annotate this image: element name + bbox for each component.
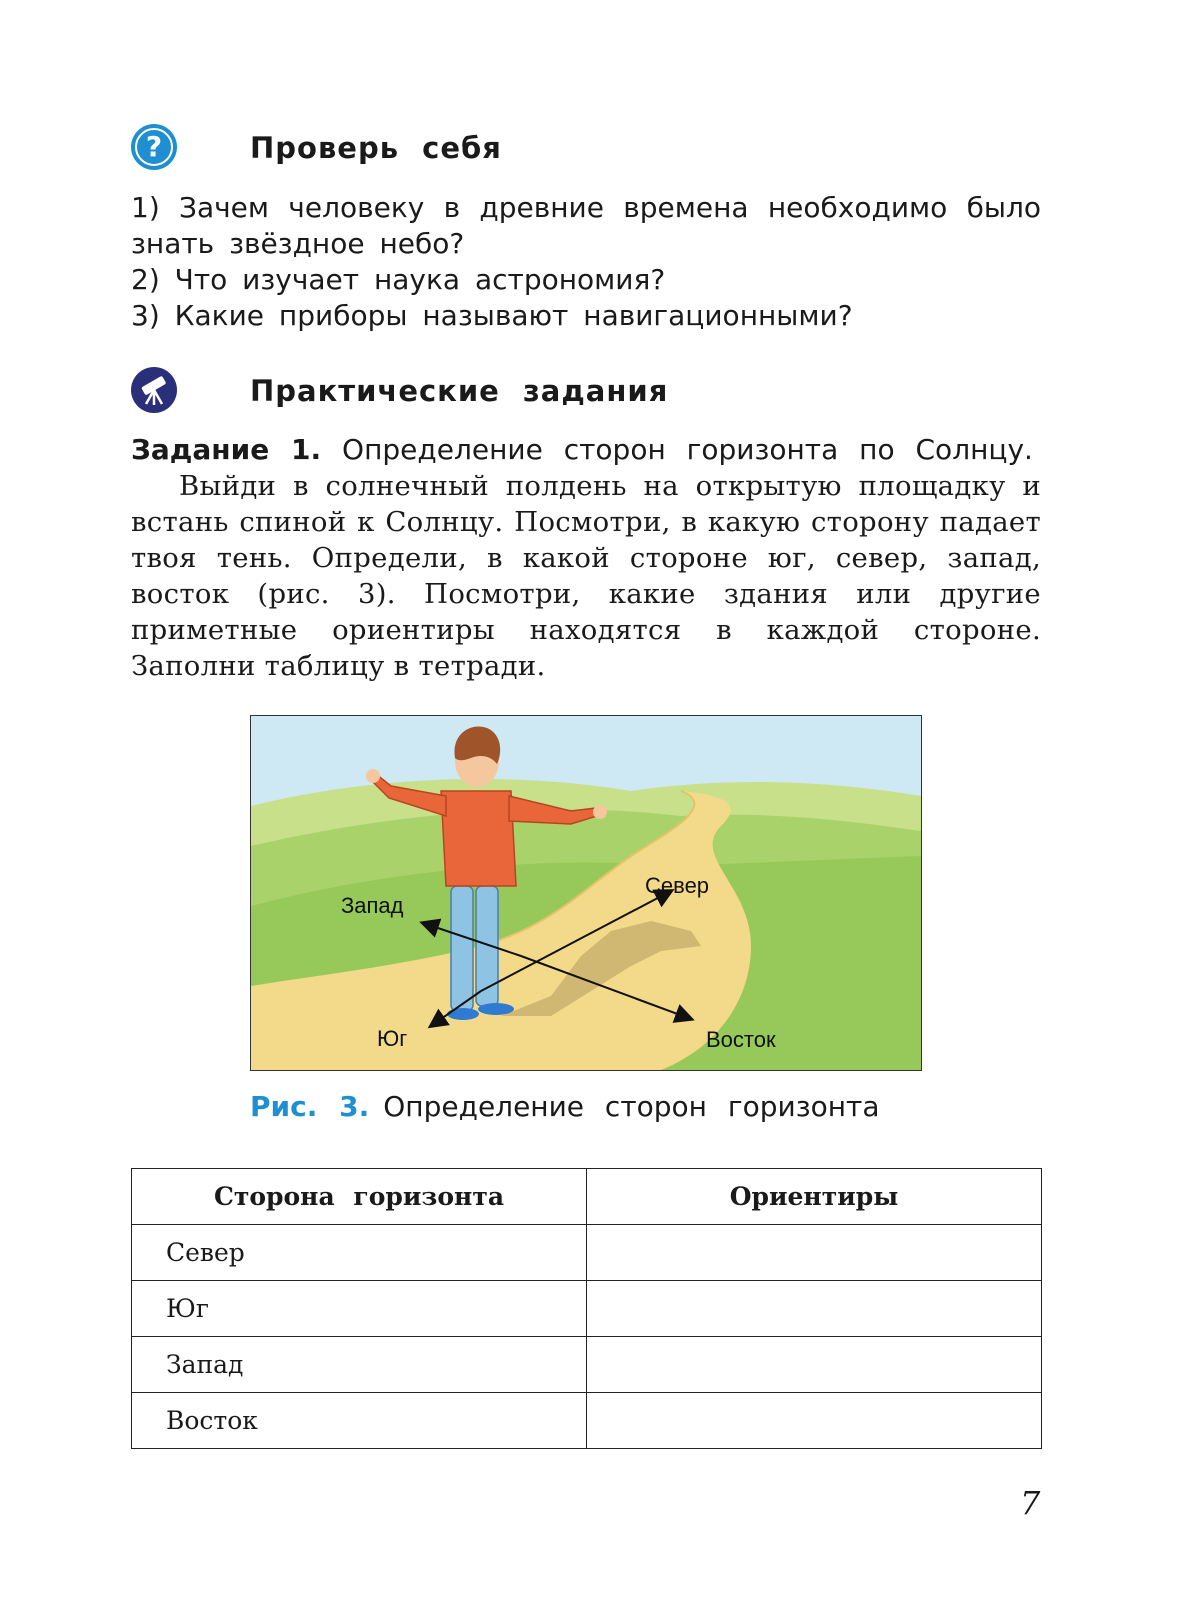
figure-caption-text: Определение сторон горизонта: [383, 1090, 880, 1123]
task-1-label: Задание 1.: [131, 433, 322, 466]
row-direction: Юг: [132, 1281, 587, 1337]
question-3: 3) Какие приборы называют навигационными?: [131, 299, 853, 332]
row-direction: Север: [132, 1225, 587, 1281]
row-landmarks-empty[interactable]: [587, 1281, 1042, 1337]
header-direction: Сторона горизонта: [132, 1169, 587, 1225]
table-row: [132, 1337, 1042, 1393]
row-landmarks-empty[interactable]: [587, 1337, 1042, 1393]
row-direction: Запад: [132, 1337, 587, 1393]
task-1-text: Выйди в солнечный полдень на открытую площадку и встань спиной к Солнцу. Посмотри, в какую сторону падает твоя тень. Определи, в какой стороне юг, север, запад, восток (рис. 3). Посмотри, какие здания или другие приметные ориентиры находятся в каждой стороне. Заполни таблицу в тетради.: [131, 470, 1041, 682]
label-north: Север: [645, 873, 710, 898]
page-number: 7: [1020, 1484, 1041, 1522]
label-west: Запад: [341, 893, 404, 918]
label-south: Юг: [377, 1026, 408, 1051]
task-1-heading: [131, 432, 1033, 468]
question-icon: [130, 123, 178, 171]
check-yourself-title: Проверь себя: [250, 131, 502, 165]
header-landmarks: Ориентиры: [587, 1169, 1042, 1225]
question-2: 2) Что изучает наука астрономия?: [131, 263, 666, 296]
question-1-line-1: 1) Зачем человеку в древние времена необходимо было: [131, 191, 1041, 224]
task-1-title: Определение сторон горизонта по Солнцу.: [342, 433, 1033, 466]
telescope-icon: [130, 366, 178, 414]
directions-table: [131, 1168, 1042, 1449]
practical-tasks-title: Практические задания: [250, 374, 669, 408]
row-landmarks-empty[interactable]: [587, 1393, 1042, 1449]
table-header-row: [132, 1169, 1042, 1225]
table-row: [132, 1281, 1042, 1337]
table-row: [132, 1393, 1042, 1449]
figure-number: Рис. 3.: [250, 1090, 370, 1123]
figure-caption: [250, 1090, 880, 1123]
table-row: [132, 1225, 1042, 1281]
label-east: Восток: [706, 1027, 776, 1052]
question-1-line-2: знать звёздное небо?: [131, 227, 465, 260]
row-direction: Восток: [132, 1393, 587, 1449]
row-landmarks-empty[interactable]: [587, 1225, 1042, 1281]
svg-text:?: ?: [145, 130, 163, 163]
cardinal-directions-illustration: [250, 715, 922, 1071]
